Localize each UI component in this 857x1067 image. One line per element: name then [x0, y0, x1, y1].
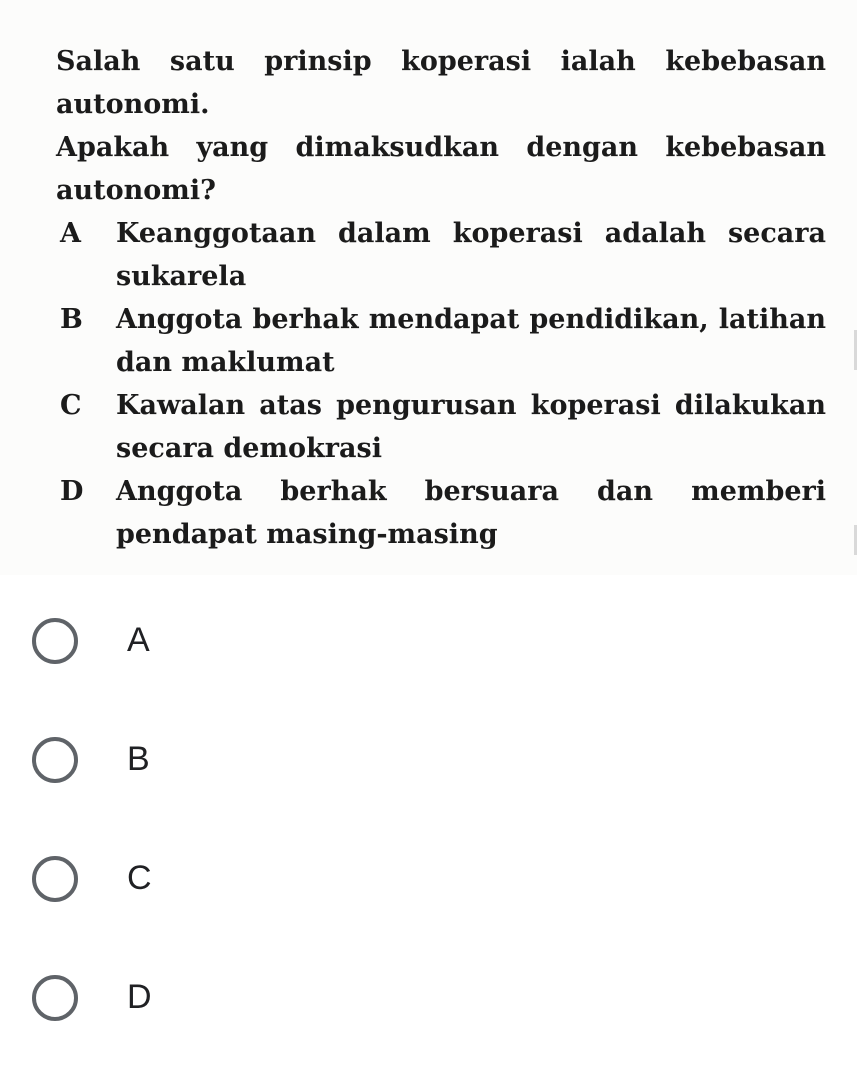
option-text-c: Kawalan atas pengurusan koperasi dilakukan secara demokrasi — [116, 390, 826, 464]
option-text-a: Keanggotaan dalam koperasi adalah secara sukarela — [116, 218, 826, 292]
answer-option-c[interactable] — [0, 828, 857, 947]
question-option-c — [56, 384, 826, 470]
question-text — [56, 40, 826, 556]
answer-label-a: A — [127, 621, 150, 659]
answer-option-d[interactable] — [0, 947, 857, 1066]
answer-label-c: C — [127, 859, 152, 897]
question-stem-2: Apakah yang dimaksudkan dengan kebebasan autonomi? — [56, 132, 826, 206]
option-letter-c: C — [60, 390, 82, 421]
option-letter-a: A — [60, 218, 81, 249]
question-option-b — [56, 298, 826, 384]
answer-option-b[interactable] — [0, 709, 857, 828]
answer-radio-group — [0, 590, 857, 1066]
answer-option-a[interactable] — [0, 590, 857, 709]
option-text-d: Anggota berhak bersuara dan memberi pendapat masing-masing — [116, 476, 826, 550]
answer-label-b: B — [127, 740, 150, 778]
option-letter-b: B — [60, 304, 83, 335]
option-letter-d: D — [60, 476, 84, 507]
question-option-d — [56, 470, 826, 556]
question-stem-1: Salah satu prinsip koperasi ialah kebebasan autonomi. — [56, 46, 826, 120]
radio-button-icon[interactable] — [32, 737, 78, 783]
radio-button-icon[interactable] — [32, 618, 78, 664]
question-option-a — [56, 212, 826, 298]
option-text-b: Anggota berhak mendapat pendidikan, latihan dan maklumat — [116, 304, 826, 378]
radio-button-icon[interactable] — [32, 856, 78, 902]
radio-button-icon[interactable] — [32, 975, 78, 1021]
answer-label-d: D — [127, 978, 152, 1016]
